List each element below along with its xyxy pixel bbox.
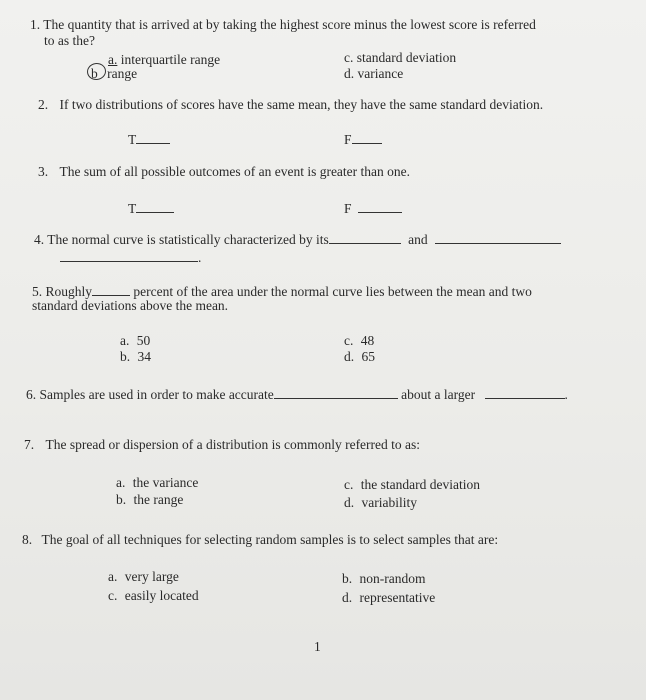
option-text: 34 [137, 349, 151, 364]
question-text: The spread or dispersion of a distribution is commonly referred to as: [45, 437, 421, 452]
true-answer-blank-3[interactable] [128, 200, 174, 217]
answer-blank[interactable] [329, 231, 401, 244]
true-answer-blank-2[interactable] [128, 131, 170, 148]
answer-blank[interactable] [358, 200, 402, 213]
option-text: the variance [132, 475, 199, 490]
option-1b [91, 66, 137, 82]
answer-blank[interactable] [92, 283, 130, 296]
page-number: 1 [314, 639, 321, 654]
true-label: T [128, 201, 137, 216]
question-number: 1. [30, 17, 41, 32]
option-text: non-random [359, 571, 426, 586]
question-7 [24, 437, 420, 453]
option-letter: d. [344, 66, 355, 81]
question-mid-text: and [408, 232, 428, 247]
option-8d [342, 590, 435, 606]
option-letter: c. [108, 588, 118, 603]
question-text: The sum of all possible outcomes of an event is greater than one. [59, 164, 411, 179]
question-number: 6. [26, 387, 37, 402]
option-letter: c. [344, 50, 354, 65]
option-5a [120, 333, 150, 349]
option-text: variance [357, 66, 404, 81]
question-number: 5. [32, 284, 43, 299]
option-letter: a. [108, 569, 118, 584]
option-text: variability [361, 495, 417, 510]
question-text: If two distributions of scores have the same mean, they have the same standard deviation. [59, 97, 544, 112]
question-1 [30, 17, 536, 33]
true-label: T [128, 132, 137, 147]
option-text: the standard deviation [360, 477, 480, 492]
option-5d [344, 349, 375, 365]
answer-blank[interactable] [274, 386, 398, 399]
option-text: 65 [361, 349, 375, 364]
option-letter: b. [120, 349, 131, 364]
question-number: 4. [34, 232, 45, 247]
question-text: Samples are used in order to make accurate [39, 387, 274, 402]
answer-blank[interactable] [136, 131, 170, 144]
answer-blank[interactable] [435, 231, 561, 244]
option-text: 48 [360, 333, 375, 348]
question-6 [26, 386, 568, 403]
question-number: 8. [22, 532, 33, 547]
false-label: F [344, 201, 352, 216]
false-answer-blank-2[interactable] [344, 131, 382, 148]
option-7d [344, 495, 417, 511]
option-5b [120, 349, 151, 365]
option-8a [108, 569, 179, 585]
question-4-line2 [60, 249, 201, 266]
false-label: F [344, 132, 352, 147]
option-1c [344, 50, 456, 66]
option-text: 50 [136, 333, 151, 348]
option-letter: d. [344, 349, 355, 364]
answer-blank[interactable] [60, 249, 198, 262]
option-text: the range [133, 492, 184, 507]
option-letter: d. [342, 590, 353, 605]
question-text: The normal curve is statistically characterized by its [47, 232, 329, 247]
option-letter: d. [344, 495, 355, 510]
option-text: representative [359, 590, 436, 605]
question-5-line2: standard deviations above the mean. [32, 298, 229, 313]
option-8b [342, 571, 425, 587]
option-1d [344, 66, 403, 82]
option-text: easily located [124, 588, 199, 603]
false-answer-blank-3[interactable] [344, 200, 402, 217]
option-7a [116, 475, 198, 491]
question-text: The goal of all techniques for selecting random samples is to select samples that are: [41, 532, 499, 547]
question-1-line2: to as the? [44, 33, 95, 48]
question-8 [22, 532, 498, 548]
option-letter: c. [344, 477, 354, 492]
question-3 [38, 164, 410, 180]
option-8c [108, 588, 199, 604]
option-letter: a. [108, 52, 118, 67]
question-number: 2. [38, 97, 49, 112]
option-text: range [107, 66, 138, 81]
question-4 [34, 231, 561, 248]
answer-blank[interactable] [485, 386, 565, 399]
question-end: . [564, 387, 568, 402]
question-text-post: percent of the area under the normal curve lies between the mean and two [133, 284, 532, 299]
option-letter: b [91, 66, 98, 81]
question-end: . [198, 250, 202, 265]
option-letter: b. [342, 571, 353, 586]
option-7b [116, 492, 183, 508]
answer-blank[interactable] [136, 200, 174, 213]
answer-blank[interactable] [352, 131, 382, 144]
option-7c [344, 477, 480, 493]
question-text-pre: Roughly [45, 284, 93, 299]
question-text: The quantity that is arrived at by taking the highest score minus the lowest score is referred [43, 17, 536, 32]
option-letter: a. [120, 333, 130, 348]
question-2 [38, 97, 543, 113]
option-letter: b. [116, 492, 127, 507]
option-text: very large [124, 569, 179, 584]
option-text: standard deviation [356, 50, 457, 65]
option-text: interquartile range [120, 52, 221, 67]
option-letter: a. [116, 475, 126, 490]
option-letter: c. [344, 333, 354, 348]
question-mid-text: about a larger [401, 387, 476, 402]
question-number: 7. [24, 437, 35, 452]
option-5c [344, 333, 374, 349]
question-number: 3. [38, 164, 49, 179]
